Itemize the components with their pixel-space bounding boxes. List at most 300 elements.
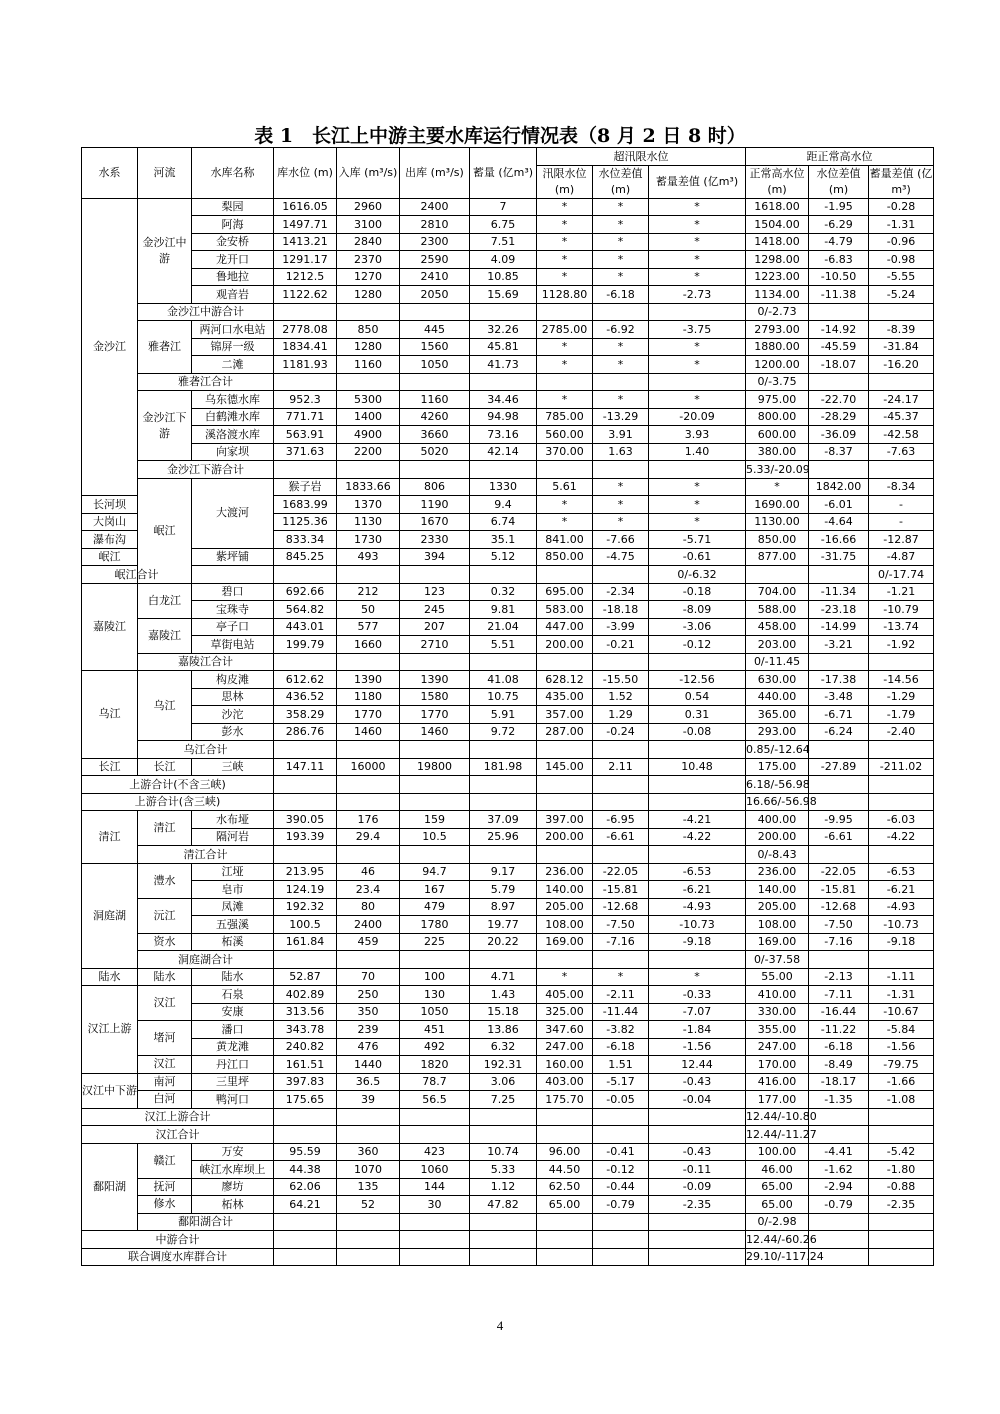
normal-diff-cell: -6.71 xyxy=(809,706,869,724)
inflow-cell: 850 xyxy=(337,321,400,339)
flood-storage-cell: -4.22 xyxy=(649,828,746,846)
inflow-cell: 577 xyxy=(337,618,400,636)
normal-diff-cell: -36.09 xyxy=(809,426,869,444)
level-cell: 952.3 xyxy=(274,391,337,409)
flood-storage-total: 6.18/-56.98 xyxy=(746,776,809,794)
flood-level-cell: 205.00 xyxy=(537,898,593,916)
outflow-cell: 423 xyxy=(400,1143,470,1161)
outflow-cell: 5020 xyxy=(400,443,470,461)
level-cell: 443.01 xyxy=(274,618,337,636)
table-row xyxy=(82,898,934,916)
header-normal-diff: 水位差值 (m) xyxy=(809,165,869,198)
table-row xyxy=(82,1143,934,1161)
normal-diff-cell: -8.34 xyxy=(869,478,934,496)
storage-cell: 15.18 xyxy=(470,1003,537,1021)
storage-cell: 10.75 xyxy=(470,688,537,706)
flood-diff-cell: -6.92 xyxy=(593,321,649,339)
reservoir-name: 猴子岩 xyxy=(274,478,337,496)
normal-level-cell: 175.00 xyxy=(746,758,809,776)
empty-cell xyxy=(470,303,537,321)
subtotal-row xyxy=(82,653,934,671)
empty-cell xyxy=(537,653,593,671)
level-cell: 1616.05 xyxy=(274,198,337,216)
empty-cell xyxy=(649,1213,746,1231)
normal-level-cell: 1842.00 xyxy=(809,478,869,496)
flood-level-cell: 447.00 xyxy=(537,618,593,636)
empty-cell xyxy=(537,1126,593,1144)
flood-storage-cell: 0.54 xyxy=(649,688,746,706)
level-cell: 175.65 xyxy=(274,1091,337,1109)
river-cell: 金沙江中游 xyxy=(138,198,192,303)
empty-cell xyxy=(809,1126,869,1144)
table-row xyxy=(82,251,934,269)
empty-cell xyxy=(869,653,934,671)
empty-cell xyxy=(274,951,337,969)
empty-cell xyxy=(649,461,746,479)
flood-level-cell: 145.00 xyxy=(537,758,593,776)
normal-storage-cell: -1.08 xyxy=(869,1091,934,1109)
flood-diff-cell: -0.05 xyxy=(593,1091,649,1109)
empty-cell xyxy=(470,566,537,584)
flood-storage-cell: -0.08 xyxy=(649,723,746,741)
outflow-cell: 225 xyxy=(400,933,470,951)
reservoir-name: 阿海 xyxy=(192,216,274,234)
outflow-cell: 4260 xyxy=(400,408,470,426)
normal-storage-cell: -5.42 xyxy=(869,1143,934,1161)
flood-diff-cell: -0.12 xyxy=(593,1161,649,1179)
flood-diff-cell: -18.18 xyxy=(593,601,649,619)
normal-diff-cell: -23.18 xyxy=(809,601,869,619)
inflow-cell: 2840 xyxy=(337,233,400,251)
reservoir-name: 瀑布沟 xyxy=(82,531,138,549)
empty-cell xyxy=(400,1126,470,1144)
normal-storage-cell: -45.37 xyxy=(869,408,934,426)
level-cell: 313.56 xyxy=(274,1003,337,1021)
empty-cell xyxy=(400,776,470,794)
subtotal-row xyxy=(82,1108,934,1126)
storage-cell: 7.51 xyxy=(470,233,537,251)
normal-storage-cell: -42.58 xyxy=(869,426,934,444)
empty-cell xyxy=(649,1126,746,1144)
inflow-cell: 5300 xyxy=(337,391,400,409)
empty-cell xyxy=(593,373,649,391)
empty-cell xyxy=(869,741,934,759)
normal-storage-cell: -6.53 xyxy=(869,863,934,881)
empty-cell xyxy=(274,1248,337,1266)
outflow-cell: 2300 xyxy=(400,233,470,251)
subtotal-row xyxy=(82,741,934,759)
outflow-cell: 10.5 xyxy=(400,828,470,846)
normal-storage-cell: -0.98 xyxy=(869,251,934,269)
inflow-cell: 250 xyxy=(337,986,400,1004)
empty-cell xyxy=(400,741,470,759)
river-cell: 大渡河 xyxy=(192,478,274,548)
flood-diff-cell: -0.41 xyxy=(593,1143,649,1161)
flood-storage-cell: -0.43 xyxy=(649,1073,746,1091)
level-cell: 1125.36 xyxy=(274,513,337,531)
subtotal-row xyxy=(82,373,934,391)
flood-diff-cell: * xyxy=(593,268,649,286)
reservoir-name: 廖坊 xyxy=(192,1178,274,1196)
outflow-cell: 2710 xyxy=(400,636,470,654)
flood-storage-total: 0/-3.75 xyxy=(746,373,809,391)
normal-diff-cell: -9.95 xyxy=(809,811,869,829)
flood-storage-cell: 10.48 xyxy=(649,758,746,776)
table-row xyxy=(82,321,934,339)
flood-level-cell: 140.00 xyxy=(537,881,593,899)
flood-diff-cell: * xyxy=(593,968,649,986)
subtotal-label: 金沙江中游合计 xyxy=(138,303,274,321)
flood-storage-total: 12.44/-11.27 xyxy=(746,1126,809,1144)
subtotal-label: 清江合计 xyxy=(138,846,274,864)
flood-diff-cell: -12.68 xyxy=(593,898,649,916)
normal-level-cell: 1418.00 xyxy=(746,233,809,251)
subtotal-label: 上游合计(含三峡) xyxy=(82,793,274,811)
empty-cell xyxy=(537,1248,593,1266)
flood-level-cell: 287.00 xyxy=(537,723,593,741)
reservoir-name: 白鹤滩水库 xyxy=(192,408,274,426)
subtotal-row xyxy=(82,846,934,864)
flood-storage-cell: -0.18 xyxy=(649,583,746,601)
flood-diff-cell: -15.50 xyxy=(593,671,649,689)
inflow-cell: 4900 xyxy=(337,426,400,444)
flood-diff-cell: -0.44 xyxy=(593,1178,649,1196)
empty-cell xyxy=(337,566,400,584)
flood-diff-cell: -0.79 xyxy=(593,1196,649,1214)
header-flood-diff: 水位差值 (m) xyxy=(593,165,649,198)
flood-level-cell: 65.00 xyxy=(537,1196,593,1214)
normal-storage-cell: -0.28 xyxy=(869,198,934,216)
flood-level-cell: * xyxy=(537,513,593,531)
flood-diff-cell: * xyxy=(593,338,649,356)
flood-storage-cell: -0.04 xyxy=(649,1091,746,1109)
river-cell: 汉江 xyxy=(138,986,192,1021)
flood-storage-total: 0/-6.32 xyxy=(649,566,746,584)
normal-storage-cell: -10.73 xyxy=(869,916,934,934)
inflow-cell: 29.4 xyxy=(337,828,400,846)
flood-level-cell: 62.50 xyxy=(537,1178,593,1196)
normal-diff-cell: -18.17 xyxy=(809,1073,869,1091)
reservoir-name: 彭水 xyxy=(192,723,274,741)
system-cell: 长江 xyxy=(82,758,138,776)
river-cell: 沅江 xyxy=(138,898,192,933)
outflow-cell: 1160 xyxy=(400,391,470,409)
normal-level-cell: 65.00 xyxy=(746,1196,809,1214)
normal-level-cell: 169.00 xyxy=(746,933,809,951)
table-row xyxy=(82,688,934,706)
storage-cell: 41.73 xyxy=(470,356,537,374)
outflow-cell: 2330 xyxy=(400,531,470,549)
normal-storage-cell: -0.96 xyxy=(869,233,934,251)
table-row xyxy=(82,916,934,934)
storage-cell: 1.43 xyxy=(470,986,537,1004)
empty-cell xyxy=(400,951,470,969)
flood-diff-cell: -2.11 xyxy=(593,986,649,1004)
reservoir-name: 三峡 xyxy=(192,758,274,776)
empty-cell xyxy=(809,741,869,759)
empty-cell xyxy=(400,653,470,671)
reservoir-name: 水布垭 xyxy=(192,811,274,829)
empty-cell xyxy=(337,846,400,864)
empty-cell xyxy=(274,1231,337,1249)
reservoir-name: 宝珠寺 xyxy=(192,601,274,619)
outflow-cell: 1050 xyxy=(400,1003,470,1021)
flood-storage-cell: 1.40 xyxy=(649,443,746,461)
flood-diff-cell: -4.75 xyxy=(593,548,649,566)
flood-storage-cell: 0.31 xyxy=(649,706,746,724)
normal-storage-cell: -10.79 xyxy=(869,601,934,619)
reservoir-name: 丹江口 xyxy=(192,1056,274,1074)
normal-storage-cell: -1.80 xyxy=(869,1161,934,1179)
empty-cell xyxy=(593,653,649,671)
normal-level-cell: 203.00 xyxy=(746,636,809,654)
storage-cell: 7 xyxy=(470,198,537,216)
flood-level-cell: 236.00 xyxy=(537,863,593,881)
inflow-cell: 46 xyxy=(337,863,400,881)
reservoir-name: 皂市 xyxy=(192,881,274,899)
normal-storage-cell: -7.63 xyxy=(869,443,934,461)
flood-storage-cell: * xyxy=(746,478,809,496)
header-flood-group: 超汛限水位 xyxy=(537,148,746,166)
flood-diff-cell: -5.17 xyxy=(593,1073,649,1091)
empty-cell xyxy=(809,461,869,479)
reservoir-name: 锦屏一级 xyxy=(192,338,274,356)
river-cell: 岷江 xyxy=(82,548,138,566)
flood-storage-cell: -3.75 xyxy=(649,321,746,339)
level-cell: 1122.62 xyxy=(274,286,337,304)
empty-cell xyxy=(470,1248,537,1266)
normal-level-cell: 1223.00 xyxy=(746,268,809,286)
empty-cell xyxy=(274,741,337,759)
empty-cell xyxy=(274,461,337,479)
normal-level-cell: 440.00 xyxy=(746,688,809,706)
empty-cell xyxy=(400,846,470,864)
storage-cell: 6.75 xyxy=(470,216,537,234)
flood-storage-cell: -0.33 xyxy=(649,986,746,1004)
normal-diff-cell: -12.68 xyxy=(809,898,869,916)
reservoir-name: 二滩 xyxy=(192,356,274,374)
empty-cell xyxy=(274,776,337,794)
normal-storage-cell: -79.75 xyxy=(869,1056,934,1074)
flood-level-cell: 357.00 xyxy=(537,706,593,724)
level-cell: 833.34 xyxy=(274,531,337,549)
level-cell: 1181.93 xyxy=(274,356,337,374)
empty-cell xyxy=(809,653,869,671)
normal-diff-cell: -18.07 xyxy=(809,356,869,374)
flood-storage-cell: -6.53 xyxy=(649,863,746,881)
level-cell: 124.19 xyxy=(274,881,337,899)
outflow-cell: 207 xyxy=(400,618,470,636)
normal-level-cell: 46.00 xyxy=(746,1161,809,1179)
flood-storage-total: 0/-2.73 xyxy=(746,303,809,321)
flood-level-cell: 247.00 xyxy=(537,1038,593,1056)
storage-cell: 4.09 xyxy=(470,251,537,269)
empty-cell xyxy=(537,373,593,391)
normal-diff-cell: -10.50 xyxy=(809,268,869,286)
flood-diff-cell: 3.91 xyxy=(593,426,649,444)
storage-cell: 5.51 xyxy=(470,636,537,654)
inflow-cell: 493 xyxy=(337,548,400,566)
flood-diff-cell: * xyxy=(649,478,746,496)
normal-level-cell: 200.00 xyxy=(746,828,809,846)
subtotal-label: 雅砻江合计 xyxy=(138,373,274,391)
inflow-cell: 135 xyxy=(337,1178,400,1196)
normal-diff-cell: -6.29 xyxy=(809,216,869,234)
flood-level-cell: 403.00 xyxy=(537,1073,593,1091)
subtotal-row xyxy=(82,461,934,479)
empty-cell xyxy=(869,461,934,479)
flood-storage-cell: * xyxy=(649,356,746,374)
empty-cell xyxy=(537,1231,593,1249)
empty-cell xyxy=(274,303,337,321)
flood-storage-cell: -0.12 xyxy=(649,636,746,654)
subtotal-label: 嘉陵江合计 xyxy=(138,653,274,671)
flood-storage-cell: -0.43 xyxy=(649,1143,746,1161)
flood-storage-cell: -0.09 xyxy=(649,1178,746,1196)
reservoir-name: 石泉 xyxy=(192,986,274,1004)
storage-cell: 13.86 xyxy=(470,1021,537,1039)
inflow-cell: 2200 xyxy=(337,443,400,461)
subtotal-label: 汉江合计 xyxy=(82,1126,274,1144)
normal-storage-cell: -1.56 xyxy=(869,1038,934,1056)
normal-diff-cell: -17.38 xyxy=(809,671,869,689)
reservoir-name: 万安 xyxy=(192,1143,274,1161)
normal-level-cell: 205.00 xyxy=(746,898,809,916)
reservoir-name: 观音岩 xyxy=(192,286,274,304)
subtotal-label: 鄱阳湖合计 xyxy=(138,1213,274,1231)
reservoir-name: 陆水 xyxy=(192,968,274,986)
normal-level-cell: 65.00 xyxy=(746,1178,809,1196)
normal-storage-cell: -1.11 xyxy=(869,968,934,986)
flood-level-cell: 841.00 xyxy=(537,531,593,549)
inflow-cell: 2370 xyxy=(337,251,400,269)
inflow-cell: 1460 xyxy=(337,723,400,741)
normal-level-cell: 588.00 xyxy=(746,601,809,619)
header-river: 河流 xyxy=(138,148,192,199)
normal-diff-cell: -22.05 xyxy=(809,863,869,881)
inflow-cell: 1130 xyxy=(337,513,400,531)
normal-diff-cell: -28.29 xyxy=(809,408,869,426)
outflow-cell: 1580 xyxy=(400,688,470,706)
flood-diff-cell: 1.63 xyxy=(593,443,649,461)
flood-diff-cell: -11.44 xyxy=(593,1003,649,1021)
empty-cell xyxy=(470,1108,537,1126)
level-cell: 390.05 xyxy=(274,811,337,829)
outflow-cell: 445 xyxy=(400,321,470,339)
river-cell: 资水 xyxy=(138,933,192,951)
normal-storage-cell: -13.74 xyxy=(869,618,934,636)
level-cell: 193.39 xyxy=(274,828,337,846)
normal-storage-cell: -5.55 xyxy=(869,268,934,286)
empty-cell xyxy=(537,776,593,794)
empty-cell xyxy=(274,1108,337,1126)
normal-storage-cell: -211.02 xyxy=(869,758,934,776)
level-cell: 397.83 xyxy=(274,1073,337,1091)
level-cell: 1834.41 xyxy=(274,338,337,356)
empty-cell xyxy=(337,1126,400,1144)
reservoir-name: 碧口 xyxy=(192,583,274,601)
outflow-cell: 2810 xyxy=(400,216,470,234)
outflow-cell: 394 xyxy=(400,548,470,566)
normal-storage-cell: -4.87 xyxy=(869,548,934,566)
empty-cell xyxy=(649,846,746,864)
flood-level-cell: * xyxy=(537,198,593,216)
subtotal-row xyxy=(82,566,934,584)
system-cell: 清江 xyxy=(82,811,138,864)
storage-cell: 8.97 xyxy=(470,898,537,916)
empty-cell xyxy=(337,776,400,794)
page-number: 4 xyxy=(496,1318,504,1333)
level-cell: 199.79 xyxy=(274,636,337,654)
table-row xyxy=(82,443,934,461)
empty-cell xyxy=(274,1126,337,1144)
level-cell: 371.63 xyxy=(274,443,337,461)
normal-diff-cell: -22.70 xyxy=(809,391,869,409)
reservoir-table xyxy=(81,147,934,1266)
empty-cell xyxy=(274,846,337,864)
flood-level-cell: 347.60 xyxy=(537,1021,593,1039)
river-cell: 南河 xyxy=(138,1073,192,1091)
normal-storage-cell: -12.87 xyxy=(869,531,934,549)
inflow-cell: 50 xyxy=(337,601,400,619)
subtotal-row xyxy=(82,1248,934,1266)
normal-storage-cell: - xyxy=(869,513,934,531)
storage-cell: 47.82 xyxy=(470,1196,537,1214)
empty-cell xyxy=(337,1248,400,1266)
normal-storage-cell: -1.31 xyxy=(869,986,934,1004)
outflow-cell: 1820 xyxy=(400,1056,470,1074)
empty-cell xyxy=(274,653,337,671)
system-cell: 陆水 xyxy=(82,968,138,986)
normal-diff-cell: -3.48 xyxy=(809,688,869,706)
level-cell: 1833.66 xyxy=(337,478,400,496)
flood-diff-cell: -13.29 xyxy=(593,408,649,426)
empty-cell xyxy=(337,741,400,759)
normal-level-cell: 55.00 xyxy=(746,968,809,986)
flood-storage-cell: * xyxy=(649,391,746,409)
empty-cell xyxy=(337,1231,400,1249)
flood-storage-total: 0/-2.98 xyxy=(746,1213,809,1231)
system-cell: 嘉陵江 xyxy=(82,583,138,671)
normal-storage-cell: -6.21 xyxy=(869,881,934,899)
empty-cell xyxy=(470,951,537,969)
empty-cell xyxy=(470,1213,537,1231)
flood-level-cell: 370.00 xyxy=(537,443,593,461)
header-storage: 蓄量 (亿m³) xyxy=(470,148,537,199)
flood-level-cell: * xyxy=(537,251,593,269)
flood-level-cell: 560.00 xyxy=(537,426,593,444)
empty-cell xyxy=(593,776,649,794)
header-reservoir: 水库名称 xyxy=(192,148,274,199)
inflow-cell: 23.4 xyxy=(337,881,400,899)
flood-storage-cell: 3.93 xyxy=(649,426,746,444)
normal-level-cell: 177.00 xyxy=(746,1091,809,1109)
flood-level-cell: 2785.00 xyxy=(537,321,593,339)
header-inflow: 入库 (m³/s) xyxy=(337,148,400,199)
table-row xyxy=(82,933,934,951)
system-cell: 鄱阳湖 xyxy=(82,1143,138,1231)
empty-cell xyxy=(470,373,537,391)
level-cell: 563.91 xyxy=(274,426,337,444)
storage-cell: 5.61 xyxy=(537,478,593,496)
reservoir-name: 金安桥 xyxy=(192,233,274,251)
empty-cell xyxy=(649,951,746,969)
flood-level-cell: 44.50 xyxy=(537,1161,593,1179)
normal-diff-cell: -4.41 xyxy=(809,1143,869,1161)
empty-cell xyxy=(400,461,470,479)
flood-diff-cell: -7.50 xyxy=(593,916,649,934)
flood-storage-cell: * xyxy=(649,216,746,234)
